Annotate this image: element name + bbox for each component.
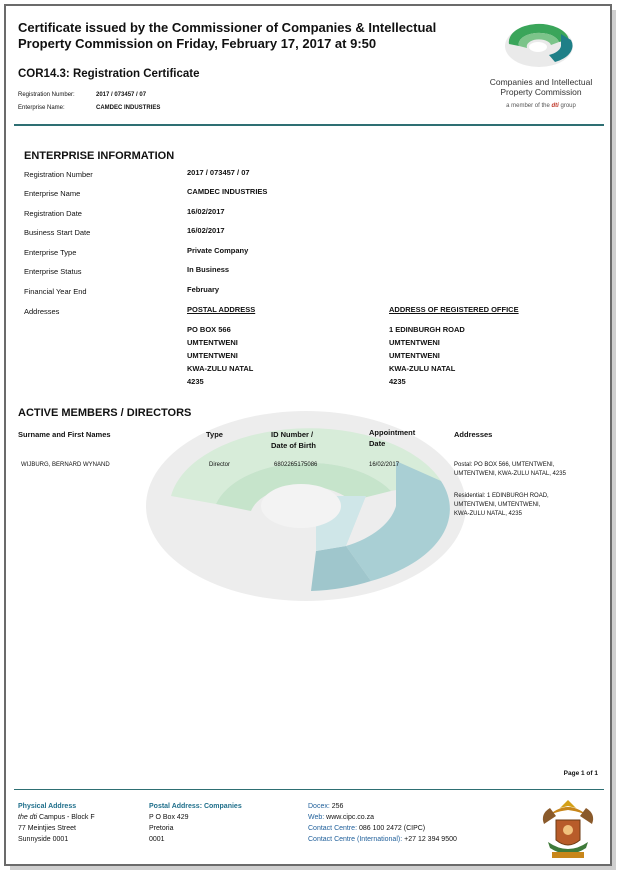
footer-physical-line3: Sunnyside 0001 <box>18 836 69 843</box>
docex-value: 256 <box>331 803 344 810</box>
member-postal-address <box>454 461 566 479</box>
field-label: Enterprise Type <box>24 248 77 257</box>
member-postal-line: Postal: PO BOX 566, UMTENTWENI, <box>454 462 555 468</box>
postal-address-heading: POSTAL ADDRESS <box>187 305 256 314</box>
page-indicator: Page 1 of 1 <box>563 770 598 777</box>
footer-postal-address <box>149 801 242 845</box>
footer-postal-line2: Pretoria <box>149 825 174 832</box>
col-header-addresses: Addresses <box>454 430 493 439</box>
cipc-watermark-icon <box>141 386 471 616</box>
field-value: 2017 / 073457 / 07 <box>187 168 250 177</box>
registered-line: 4235 <box>389 377 406 386</box>
postal-line: UMTENTWENI <box>187 338 238 347</box>
header-ent-value: CAMDEC INDUSTRIES <box>96 105 161 111</box>
footer-dti-text: the dti <box>18 814 38 821</box>
registered-address-heading: ADDRESS OF REGISTERED OFFICE <box>389 305 519 314</box>
postal-line: UMTENTWENI <box>187 351 238 360</box>
member-res-line: Residential: 1 EDINBURGH ROAD, <box>454 493 549 499</box>
cipc-logo <box>483 22 599 109</box>
registered-line: 1 EDINBURGH ROAD <box>389 325 465 334</box>
member-residential-address <box>454 492 549 519</box>
footer-contact-intl <box>308 834 457 845</box>
logo-member-prefix: a member of the <box>506 103 550 109</box>
logo-member-line <box>483 103 599 109</box>
document-code: COR14.3: Registration Certificate <box>18 68 200 80</box>
postal-line: PO BOX 566 <box>187 325 231 334</box>
web-link[interactable]: www.cipc.co.za <box>326 814 375 821</box>
member-res-line: UMTENTWENI, UMTENTWENI, <box>454 502 541 508</box>
field-value: In Business <box>187 265 230 274</box>
footer-divider <box>14 789 604 790</box>
footer-docex <box>308 801 457 812</box>
certificate-page <box>4 4 612 866</box>
member-res-line: KWA-ZULU NATAL, 4235 <box>454 511 522 517</box>
enterprise-section-title: ENTERPRISE INFORMATION <box>24 150 175 162</box>
footer-contacts <box>308 801 457 845</box>
footer-contact-centre <box>308 823 457 834</box>
field-label: Registration Number <box>24 170 93 179</box>
registered-address <box>389 323 465 388</box>
col-header-id <box>271 429 316 451</box>
field-label: Enterprise Name <box>24 189 81 198</box>
footer-physical-heading: Physical Address <box>18 803 77 810</box>
col-header-name: Surname and First Names <box>18 430 111 439</box>
header-ent-label: Enterprise Name: <box>18 105 65 111</box>
dti-brand: dti <box>551 103 559 109</box>
cc-label: Contact Centre: <box>308 825 358 832</box>
coat-of-arms-icon <box>536 794 600 864</box>
header-reg-value: 2017 / 073457 / 07 <box>96 92 147 98</box>
postal-address <box>187 323 253 388</box>
member-name: WIJBURG, BERNARD WYNAND <box>21 462 110 468</box>
member-appointed: 16/02/2017 <box>369 462 400 468</box>
col-header-id-line1: ID Number / <box>271 430 314 439</box>
footer-postal-heading: Postal Address: Companies <box>149 803 242 810</box>
field-value: February <box>187 285 220 294</box>
certificate-title-line2: Property Commission on Friday, February 17, 2017 at 9:50 <box>18 36 377 51</box>
registered-line: UMTENTWENI <box>389 338 440 347</box>
header-divider <box>14 124 604 126</box>
col-header-appt-line2: Date <box>369 439 386 448</box>
addresses-label: Addresses <box>24 307 60 316</box>
logo-org-line1: Companies and Intellectual <box>489 77 593 87</box>
field-value: 16/02/2017 <box>187 226 225 235</box>
field-label: Enterprise Status <box>24 267 82 276</box>
field-value: 16/02/2017 <box>187 207 225 216</box>
logo-org-line2: Property Commission <box>500 87 582 97</box>
member-postal-line: UMTENTWENI, KWA-ZULU NATAL, 4235 <box>454 471 566 477</box>
logo-org-name <box>483 77 599 97</box>
header-reg-label: Registration Number: <box>18 92 75 98</box>
field-label: Business Start Date <box>24 228 91 237</box>
cci-label: Contact Centre (International): <box>308 836 403 843</box>
postal-line: 4235 <box>187 377 204 386</box>
logo-member-suffix: group <box>560 103 576 109</box>
field-label: Registration Date <box>24 209 82 218</box>
col-header-id-line2: Date of Birth <box>271 441 316 450</box>
footer-postal-line3: 0001 <box>149 836 165 843</box>
web-label: Web: <box>308 814 325 821</box>
col-header-type: Type <box>206 430 223 439</box>
field-value: CAMDEC INDUSTRIES <box>187 187 268 196</box>
footer-physical-address <box>18 801 95 845</box>
footer-campus-text: Campus - Block F <box>37 814 95 821</box>
page-shadow-bottom <box>10 866 616 870</box>
field-value: Private Company <box>187 246 249 255</box>
cc-value: 086 100 2472 (CIPC) <box>358 825 426 832</box>
cipc-logo-icon <box>503 22 579 70</box>
footer-physical-line2: 77 Meintjies Street <box>18 825 76 832</box>
col-header-appointment <box>369 427 415 449</box>
certificate-title-line1: Certificate issued by the Commissioner of Companies & Intellectual <box>18 20 437 35</box>
cci-value: +27 12 394 9500 <box>404 836 457 843</box>
field-label: Financial Year End <box>24 287 87 296</box>
registered-line: KWA-ZULU NATAL <box>389 364 456 373</box>
footer-physical-line1 <box>18 812 95 823</box>
registered-line: UMTENTWENI <box>389 351 440 360</box>
footer-postal-line1: P O Box 429 <box>149 814 189 821</box>
members-section-title: ACTIVE MEMBERS / DIRECTORS <box>18 407 192 419</box>
page-shadow-right <box>612 10 616 870</box>
col-header-appt-line1: Appointment <box>369 428 416 437</box>
footer-web <box>308 812 457 823</box>
certificate-title <box>18 20 458 52</box>
member-type: Director <box>209 462 231 468</box>
docex-label: Docex: <box>308 803 330 810</box>
postal-line: KWA-ZULU NATAL <box>187 364 254 373</box>
member-id: 6802265175086 <box>274 462 318 468</box>
